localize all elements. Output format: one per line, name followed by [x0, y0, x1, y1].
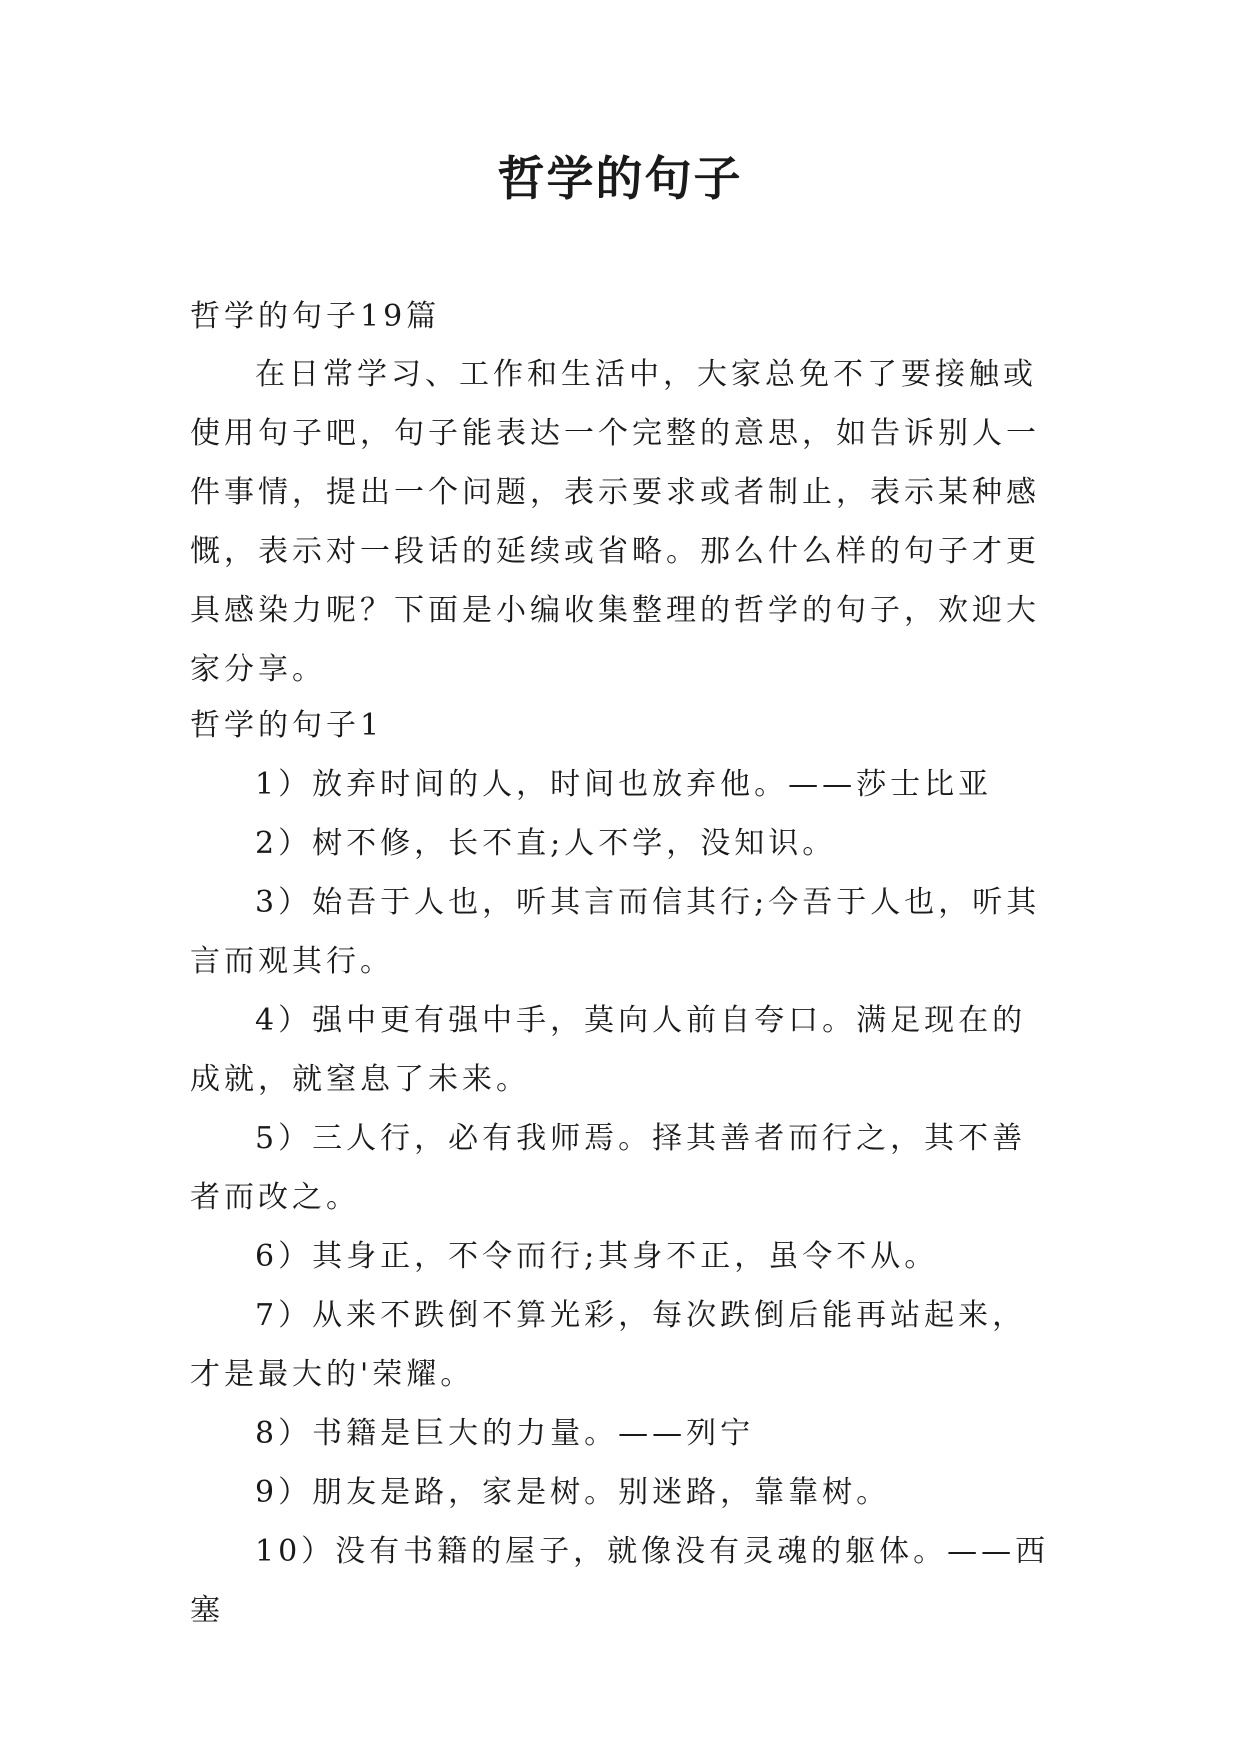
intro-paragraph: 在日常学习、工作和生活中，大家总免不了要接触或使用句子吧，句子能表达一个完整的意思，如告诉别人一件事情，提出一个问题，表示要求或者制止，表示某种感慨，表示对一段话的延续或省略。那么什么样的句子才更具感染力呢？下面是小编收集整理的哲学的句子，欢迎大家分享。 [190, 357, 1040, 687]
quote-item: 1）放弃时间的人，时间也放弃他。——莎士比亚 [255, 767, 993, 802]
quote-item: 3）始吾于人也，听其言而信其行;今吾于人也，听其言而观其行。 [190, 885, 1041, 979]
quote-item: 2）树不修，长不直;人不学，没知识。 [255, 826, 837, 861]
quote-item: 10）没有书籍的屋子，就像没有灵魂的躯体。——西塞 [190, 1534, 1050, 1628]
section-heading: 哲学的句子1 [190, 708, 384, 743]
quote-item: 5）三人行，必有我师焉。择其善者而行之，其不善者而改之。 [190, 1121, 1027, 1215]
quote-item: 6）其身正，不令而行;其身不正，虽令不从。 [255, 1239, 939, 1274]
quote-list [190, 755, 1050, 1640]
quote-item: 8）书籍是巨大的力量。——列宁 [255, 1416, 755, 1451]
document-subtitle: 哲学的句子19篇 [190, 299, 441, 334]
document-title: 哲学的句子 [497, 152, 743, 207]
quote-item: 4）强中更有强中手，莫向人前自夸口。满足现在的成就，就窒息了未来。 [190, 1003, 1027, 1097]
quote-item: 9）朋友是路，家是树。别迷路，靠靠树。 [255, 1475, 891, 1510]
quote-item: 7）从来不跌倒不算光彩，每次跌倒后能再站起来，才是最大的'荣耀。 [190, 1298, 1027, 1392]
